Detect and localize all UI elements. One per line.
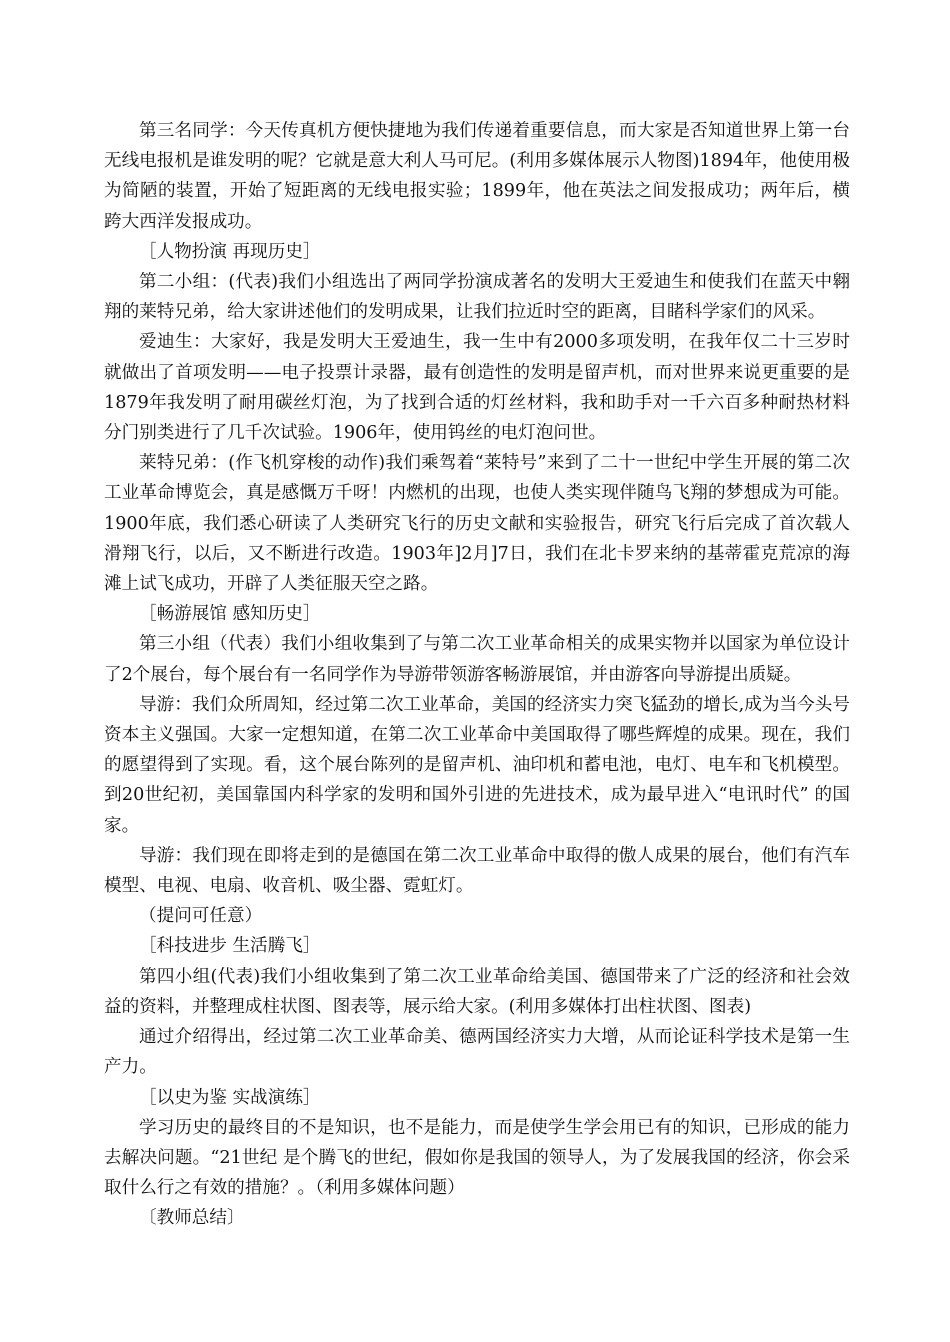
paragraph-guide-usa: 导游：我们众所周知，经过第二次工业革命，美国的经济实力突飞猛劲的增长,成为当今头号资本主义强国。大家一定想知道，在第二次工业革命中美国取得了哪些辉煌的成果。现在，我们的愿望得到了实现。看，这个展台陈列的是留声机、油印机和蓄电池，电灯、电车和飞机模型。到20世纪初，美国靠国内科学家的发明和国外引进的先进技术，成为最早进入“电讯时代” 的国家。 <box>104 694 850 836</box>
paragraph-edison: 爱迪生：大家好，我是发明大王爱迪生，我一生中有2000多项发明，在我年仅二十三岁时就做出了首项发明——电子投票计录器，最有创造性的发明是留声机，而对世界来说更重要的是1879年我发明了耐用碳丝灯泡，为了找到合适的灯丝材料，我和助手对一千六百多种耐热材料分门别类进行了几千次试验。1906年，使用钨丝的电灯泡问世。 <box>104 332 850 444</box>
paragraph-guide-germany: 导游：我们现在即将走到的是德国在第二次工业革命中取得的傲人成果的展台，他们有汽车模型、电视、电扇、收音机、吸尘器、霓虹灯。 <box>104 845 850 897</box>
section-heading-exhibition: ［畅游展馆 感知历史］ <box>139 604 321 625</box>
section-heading-technology: ［科技进步 生活腾飞］ <box>139 936 321 957</box>
paragraph-wright-brothers: 莱特兄弟：(作飞机穿梭的动作)我们乘驾着“莱特号”来到了二十一世纪中学生开展的第二次工业革命博览会，真是感慨万千呀！内燃机的出现，也使人类实现伴随鸟飞翔的梦想成为可能。1900年底，我们悉心研读了人类研究飞行的历史文献和实验报告，研究飞行后完成了首次载人滑翔飞行，以后，又不断进行改造。1903年]2月]7日，我们在北卡罗来纳的基蒂霍克荒凉的海滩上试飞成功，开辟了人类征服天空之路。 <box>104 453 850 595</box>
section-heading-practice: ［以史为鉴 实战演练］ <box>139 1087 321 1108</box>
paragraph-group-three: 第三小组（代表）我们小组收集到了与第二次工业革命相关的成果实物并以国家为单位设计了2个展台，每个展台有一名同学作为导游带领游客畅游展馆，并由游客向导游提出质疑。 <box>104 634 850 685</box>
section-heading-teacher-summary: 〔教师总结〕 <box>139 1208 245 1229</box>
paragraph-conclusion: 通过介绍得出，经过第二次工业革命美、德两国经济实力大增，从而论证科学技术是第一生产力。 <box>104 1027 850 1078</box>
paragraph-questions-note: （提问可任意） <box>139 906 263 927</box>
section-heading-role-play: ［人物扮演 再现历史］ <box>139 241 321 262</box>
paragraph-marconi: 第三名同学：今天传真机方便快捷地为我们传递着重要信息，而大家是否知道世界上第一台无线电报机是谁发明的呢？它就是意大利人马可尼。(利用多媒体展示人物图)1894年，他使用极为简陋的装置，开始了短距离的无线电报实验；1899年，他在英法之间发报成功；两年后，横跨大西洋发报成功。 <box>104 121 850 232</box>
paragraph-practice: 学习历史的最终目的不是知识，也不是能力，而是使学生学会用已有的知识，已形成的能力去解决问题。“21世纪 是个腾飞的世纪，假如你是我国的领导人，为了发展我国的经济，你会采取什么行之有效的措施？。（利用多媒体问题） <box>104 1117 850 1199</box>
paragraph-group-four: 第四小组(代表)我们小组收集到了第二次工业革命给美国、德国带来了广泛的经济和社会效益的资料，并整理成柱状图、图表等，展示给大家。(利用多媒体打出柱状图、图表) <box>104 966 850 1017</box>
document-body <box>104 116 850 1234</box>
paragraph-group-two: 第二小组：(代表)我们小组选出了两同学扮演成著名的发明大王爱迪生和使我们在蓝天中翱翔的莱特兄弟，给大家讲述他们的发明成果，让我们拉近时空的距离，目睹科学家们的风采。 <box>104 272 850 323</box>
